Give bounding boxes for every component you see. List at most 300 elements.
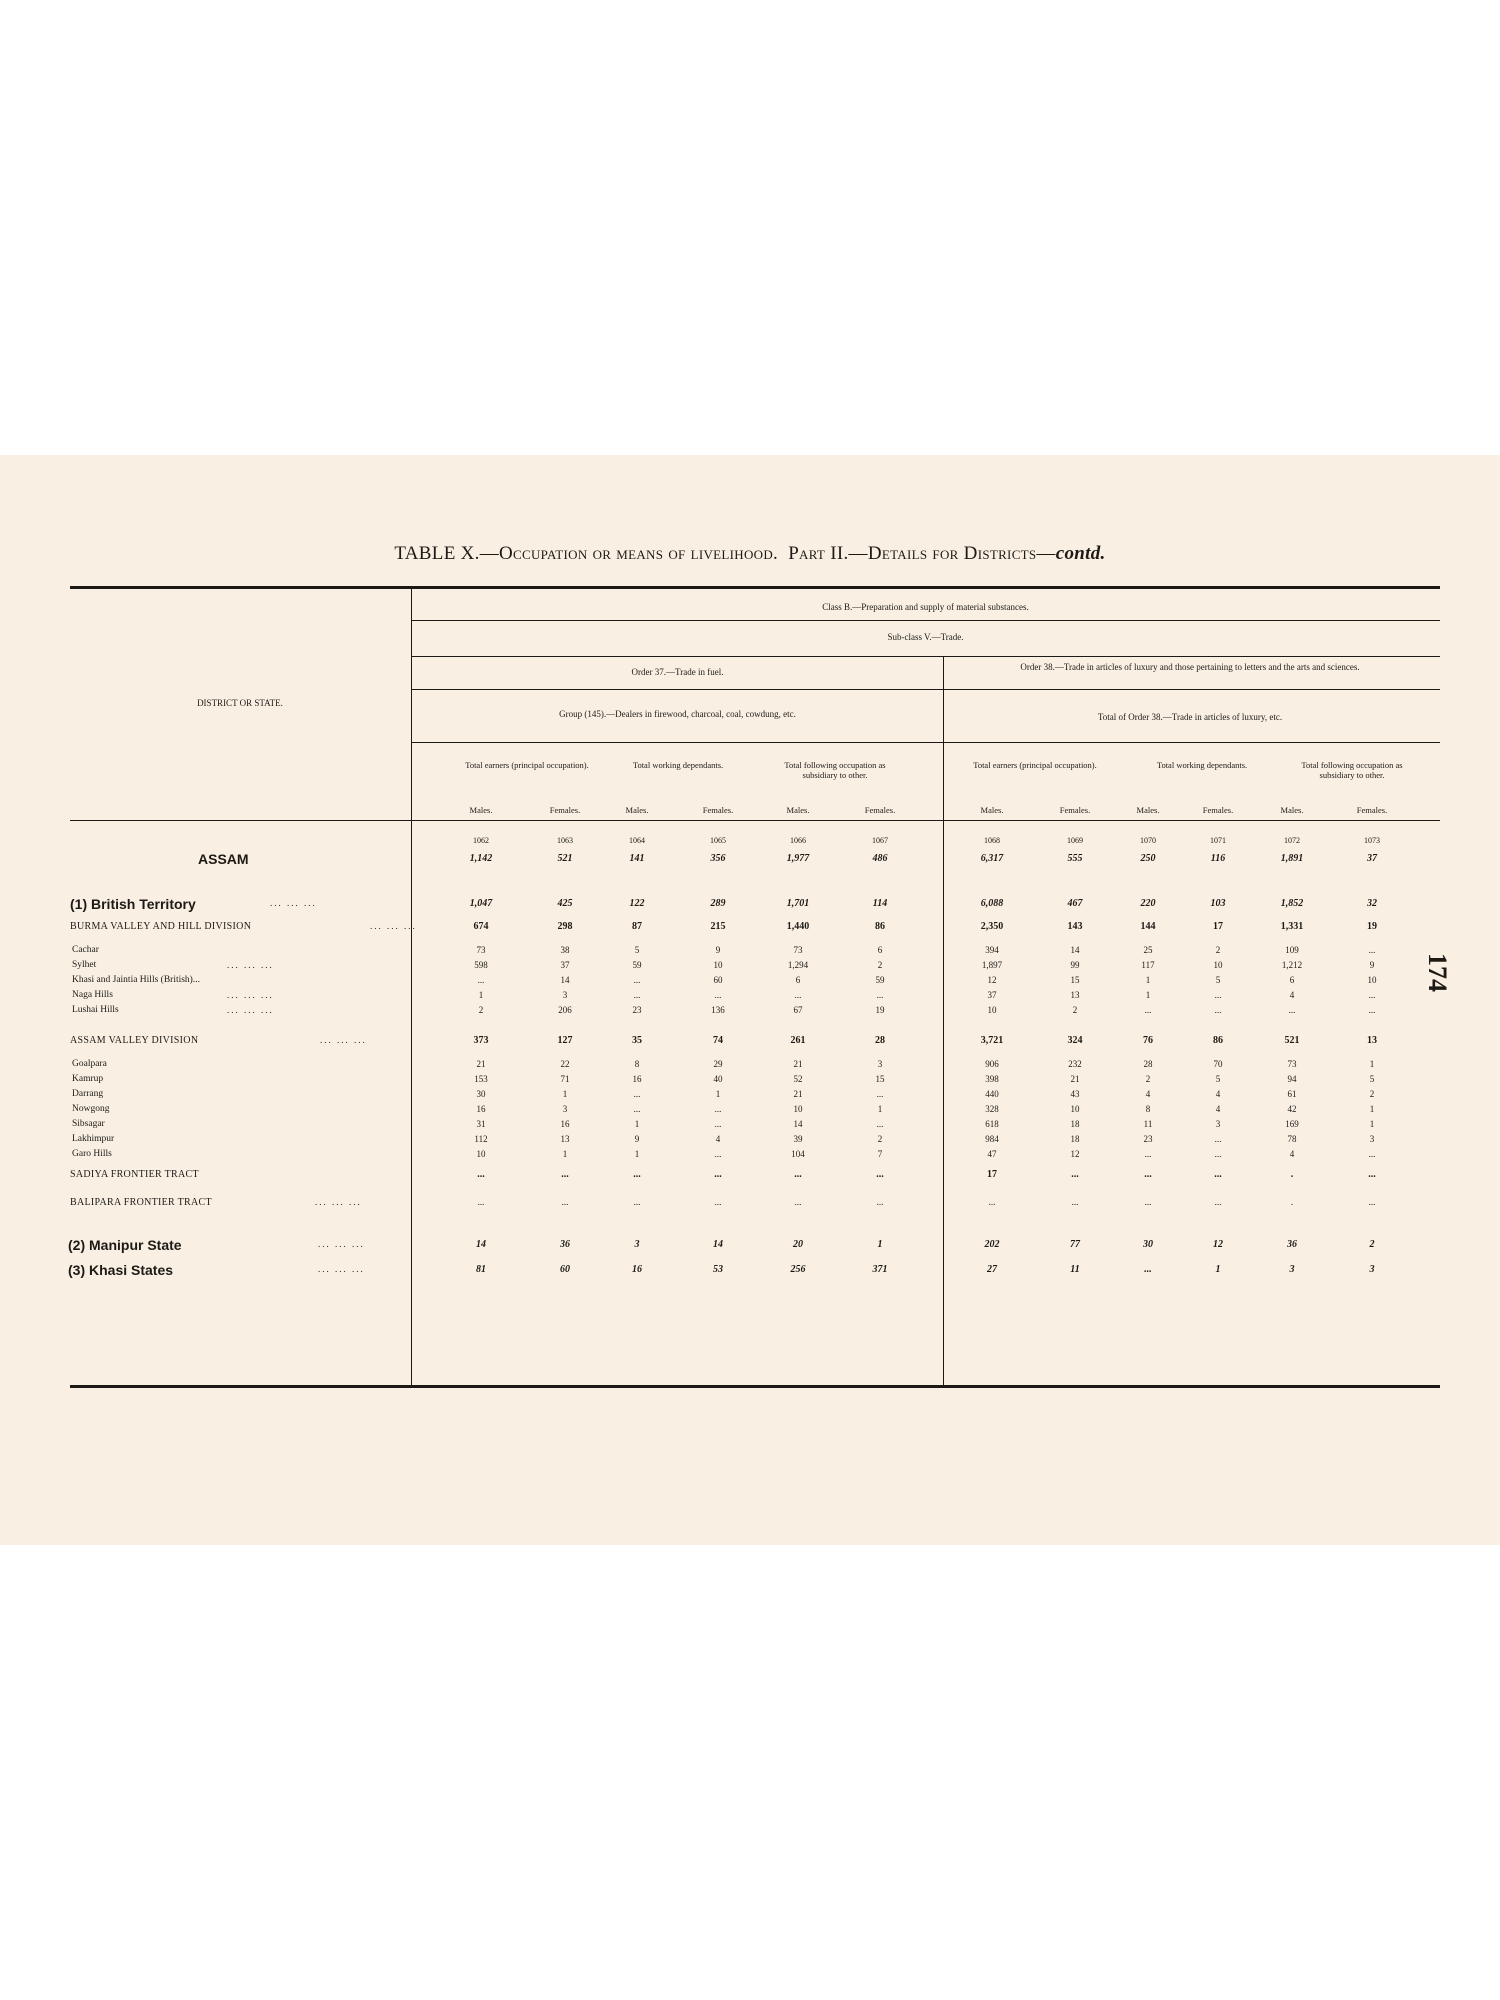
table-cell: 4 xyxy=(1145,1089,1151,1099)
row-label: Goalpara xyxy=(72,1059,107,1069)
table-cell: 1,891 xyxy=(1280,853,1304,864)
row-label: Lushai Hills xyxy=(72,1005,119,1015)
table-cell: 1 xyxy=(1369,1119,1375,1129)
table-cell: ... xyxy=(988,1197,996,1207)
table-cell: 32 xyxy=(1367,898,1377,909)
table-cell: 1 xyxy=(562,1149,568,1159)
table-cell: 10 xyxy=(1213,960,1223,970)
table-cell: 10 xyxy=(1367,975,1377,985)
column-number: 1062 xyxy=(473,836,489,845)
leader-dots: ... ... ... xyxy=(227,990,274,1000)
table-cell: ... xyxy=(561,1169,569,1180)
stub-divider xyxy=(411,589,412,1385)
table-cell: 4 xyxy=(715,1134,721,1144)
table-cell: 78 xyxy=(1287,1134,1297,1144)
table-cell: 31 xyxy=(476,1119,486,1129)
table-cell: ... xyxy=(714,1149,722,1159)
table-cell: 17 xyxy=(1213,921,1223,932)
table-cell: 19 xyxy=(875,1005,885,1015)
table-cell: 114 xyxy=(872,898,888,909)
row-label: BALIPARA FRONTIER TRACT xyxy=(70,1197,212,1208)
title-part: Part II.— xyxy=(788,543,868,564)
table-cell: 109 xyxy=(1285,945,1299,955)
table-cell: ... xyxy=(794,1197,802,1207)
row-label: Garo Hills xyxy=(72,1149,112,1159)
table-cell: ... xyxy=(1214,1197,1222,1207)
table-cell: ... xyxy=(1071,1197,1079,1207)
table-cell: 373 xyxy=(473,1035,489,1046)
table-cell: 25 xyxy=(1143,945,1153,955)
table-cell: ... xyxy=(633,1104,641,1114)
group-rule xyxy=(411,742,1440,743)
table-cell: 250 xyxy=(1140,853,1156,864)
row-label: Cachar xyxy=(72,945,99,955)
table-cell: 112 xyxy=(474,1134,488,1144)
females-header: Females. xyxy=(1356,805,1388,815)
order37-header: Order 37.—Trade in fuel. xyxy=(631,667,724,677)
table-cell: 1 xyxy=(877,1104,883,1114)
table-cell: 1 xyxy=(634,1119,640,1129)
table-cell: 81 xyxy=(476,1264,486,1275)
table-cell: 618 xyxy=(985,1119,999,1129)
table-cell: 67 xyxy=(793,1005,803,1015)
column-number: 1064 xyxy=(629,836,645,845)
table-cell: 1 xyxy=(1215,1264,1221,1275)
row-label: Naga Hills xyxy=(72,990,113,1000)
males-header: Males. xyxy=(625,805,649,815)
table-cell: 6,317 xyxy=(980,853,1004,864)
table-cell: ... xyxy=(1368,1005,1376,1015)
table-cell: 1 xyxy=(715,1089,721,1099)
table-cell: 47 xyxy=(987,1149,997,1159)
table-cell: 37 xyxy=(987,990,997,1000)
table-cell: 61 xyxy=(1287,1089,1297,1099)
table-cell: 1 xyxy=(562,1089,568,1099)
row-label: Khasi and Jaintia Hills (British)... xyxy=(72,975,200,985)
table-cell: 42 xyxy=(1287,1104,1297,1114)
column-number: 1066 xyxy=(790,836,806,845)
table-cell: 60 xyxy=(713,975,723,985)
table-cell: 12 xyxy=(1213,1239,1223,1250)
table-cell: 4 xyxy=(1289,1149,1295,1159)
table-cell: 60 xyxy=(560,1264,570,1275)
table-cell: 5 xyxy=(1369,1074,1375,1084)
table-cell: 3 xyxy=(562,1104,568,1114)
row-label: Lakhimpur xyxy=(72,1134,115,1144)
table-cell: ... xyxy=(477,975,485,985)
table-cell: 3 xyxy=(1215,1119,1221,1129)
table-cell: 74 xyxy=(713,1035,723,1046)
leader-dots: ... ... ... xyxy=(270,898,317,908)
table-cell: 144 xyxy=(1140,921,1156,932)
table-cell: ... xyxy=(1214,1134,1222,1144)
males-header: Males. xyxy=(980,805,1004,815)
table-cell: ... xyxy=(1144,1005,1152,1015)
column-number: 1069 xyxy=(1067,836,1083,845)
table-cell: ... xyxy=(1214,1149,1222,1159)
table-cell: 23 xyxy=(632,1005,642,1015)
row-label: (2) Manipur State xyxy=(68,1237,182,1253)
table-cell: ... xyxy=(561,1197,569,1207)
table-cell: 1,897 xyxy=(981,960,1003,970)
table-cell: 1,440 xyxy=(786,921,810,932)
table-cell: 169 xyxy=(1285,1119,1299,1129)
table-cell: 1 xyxy=(1369,1104,1375,1114)
table-cell: 21 xyxy=(476,1059,486,1069)
column-number: 1063 xyxy=(557,836,573,845)
table-cell: 27 xyxy=(987,1264,997,1275)
table-cell: 143 xyxy=(1067,921,1083,932)
table-cell: ... xyxy=(1144,1169,1152,1180)
row-label: (1) British Territory xyxy=(70,896,196,912)
table-cell: ... xyxy=(876,1119,884,1129)
table-cell: 2 xyxy=(877,1134,883,1144)
table-cell: 1,294 xyxy=(787,960,809,970)
table-cell: 40 xyxy=(713,1074,723,1084)
table-cell: 70 xyxy=(1213,1059,1223,1069)
table-cell: 1 xyxy=(1145,990,1151,1000)
table-cell: 73 xyxy=(476,945,486,955)
table-cell: 356 xyxy=(710,853,726,864)
table-cell: 13 xyxy=(560,1134,570,1144)
table-cell: 1 xyxy=(877,1239,883,1250)
table-cell: 13 xyxy=(1070,990,1080,1000)
table-cell: 1,047 xyxy=(469,898,493,909)
table-cell: . xyxy=(1290,1169,1294,1180)
table-cell: ... xyxy=(1368,945,1376,955)
group-header-6: Total following occupation as subsidiary to other. xyxy=(1301,760,1403,780)
table-cell: 3 xyxy=(1289,1264,1295,1275)
table-cell: 59 xyxy=(632,960,642,970)
class-header: Class B.—Preparation and supply of material substances. xyxy=(822,602,1029,612)
table-cell: 153 xyxy=(474,1074,488,1084)
table-cell: 71 xyxy=(560,1074,570,1084)
table-cell: 2 xyxy=(1215,945,1221,955)
table-cell: 1,331 xyxy=(1280,921,1304,932)
table-cell: 598 xyxy=(474,960,488,970)
table-cell: 6,088 xyxy=(980,898,1004,909)
table-cell: 6 xyxy=(795,975,801,985)
table-cell: 324 xyxy=(1067,1035,1083,1046)
table-cell: 73 xyxy=(793,945,803,955)
row-label: Nowgong xyxy=(72,1104,110,1114)
table-cell: 37 xyxy=(1367,853,1377,864)
table-cell: 19 xyxy=(1367,921,1377,932)
table-cell: 1,142 xyxy=(469,853,493,864)
table-cell: 2 xyxy=(1072,1005,1078,1015)
table-cell: 36 xyxy=(560,1239,570,1250)
table-cell: 10 xyxy=(987,1005,997,1015)
table-cell: 122 xyxy=(629,898,645,909)
table-cell: 984 xyxy=(985,1134,999,1144)
table-cell: 76 xyxy=(1143,1035,1153,1046)
females-header: Females. xyxy=(1202,805,1234,815)
table-cell: 2 xyxy=(1145,1074,1151,1084)
table-cell: 7 xyxy=(877,1149,883,1159)
table-cell: 136 xyxy=(711,1005,725,1015)
table-cell: 3 xyxy=(634,1239,640,1250)
leader-dots: ... ... ... xyxy=(227,1005,274,1015)
group-header-4: Total earners (principal occupation). xyxy=(973,760,1097,770)
column-number: 1070 xyxy=(1140,836,1156,845)
top-rule xyxy=(70,586,1440,589)
table-cell: 4 xyxy=(1289,990,1295,1000)
row-label: BURMA VALLEY AND HILL DIVISION xyxy=(70,921,252,932)
table-cell: ... xyxy=(633,975,641,985)
table-cell: 21 xyxy=(793,1059,803,1069)
table-cell: 77 xyxy=(1070,1239,1080,1250)
table-cell: 4 xyxy=(1215,1104,1221,1114)
group-header-3: Total following occupation as subsidiary to other. xyxy=(784,760,886,780)
subclass-header: Sub-class V.—Trade. xyxy=(887,632,964,642)
table-cell: 14 xyxy=(1070,945,1080,955)
table-cell: 30 xyxy=(1143,1239,1153,1250)
row-label: (3) Khasi States xyxy=(68,1262,174,1278)
table-cell: ... xyxy=(876,1169,884,1180)
table-cell: 4 xyxy=(1215,1089,1221,1099)
table-cell: 15 xyxy=(1070,975,1080,985)
table-cell: ... xyxy=(1214,1169,1222,1180)
table-cell: 16 xyxy=(632,1074,642,1084)
table-cell: 14 xyxy=(793,1119,803,1129)
table-cell: 37 xyxy=(560,960,570,970)
leader-dots: ... ... ... xyxy=(320,1035,367,1045)
table-cell: 9 xyxy=(1369,960,1375,970)
table-cell: 5 xyxy=(1215,1074,1221,1084)
table-cell: 9 xyxy=(715,945,721,955)
row-label: Kamrup xyxy=(72,1074,104,1084)
table-cell: 14 xyxy=(713,1239,723,1250)
table-cell: ... xyxy=(1368,1197,1376,1207)
table-cell: ... xyxy=(1288,1005,1296,1015)
table-cell: 521 xyxy=(557,853,573,864)
row-label: Sylhet xyxy=(72,960,97,970)
table-cell: 59 xyxy=(875,975,885,985)
colhead-rule xyxy=(70,820,1440,821)
table-cell: 43 xyxy=(1070,1089,1080,1099)
table-cell: 256 xyxy=(790,1264,806,1275)
table-cell: ... xyxy=(633,1197,641,1207)
table-cell: ... xyxy=(1368,1169,1376,1180)
title-main: Occupation or means of livelihood. xyxy=(499,543,779,564)
table-cell: 3 xyxy=(1369,1264,1375,1275)
females-header: Females. xyxy=(702,805,734,815)
table-cell: 2 xyxy=(877,960,883,970)
table-cell: 16 xyxy=(560,1119,570,1129)
table-cell: 3 xyxy=(562,990,568,1000)
table-cell: 467 xyxy=(1067,898,1083,909)
table-cell: 6 xyxy=(1289,975,1295,985)
table-cell: 398 xyxy=(985,1074,999,1084)
table-cell: 13 xyxy=(1367,1035,1377,1046)
subclass-rule xyxy=(411,656,1440,657)
leader-dots: ... ... ... xyxy=(370,921,417,931)
table-cell: 298 xyxy=(557,921,573,932)
table-cell: 15 xyxy=(875,1074,885,1084)
table-cell: 9 xyxy=(634,1134,640,1144)
table-cell: 1,701 xyxy=(786,898,810,909)
table-cell: 29 xyxy=(713,1059,723,1069)
males-header: Males. xyxy=(469,805,493,815)
table-cell: 16 xyxy=(632,1264,642,1275)
table-cell: 261 xyxy=(790,1035,806,1046)
table-cell: 86 xyxy=(1213,1035,1223,1046)
males-header: Males. xyxy=(1280,805,1304,815)
stub-header: DISTRICT OR STATE. xyxy=(197,698,283,708)
table-cell: 10 xyxy=(1070,1104,1080,1114)
table-cell: 371 xyxy=(872,1264,888,1275)
table-cell: 14 xyxy=(476,1239,486,1250)
table-cell: 18 xyxy=(1070,1134,1080,1144)
table-cell: 215 xyxy=(710,921,726,932)
table-cell: 5 xyxy=(634,945,640,955)
table-cell: 86 xyxy=(875,921,885,932)
table-cell: 127 xyxy=(557,1035,573,1046)
table-cell: 3,721 xyxy=(980,1035,1004,1046)
table-cell: 94 xyxy=(1287,1074,1297,1084)
table-cell: 8 xyxy=(1145,1104,1151,1114)
table-cell: 1 xyxy=(1145,975,1151,985)
group-header-1: Total earners (principal occupation). xyxy=(465,760,589,770)
order-rule xyxy=(411,689,1440,690)
table-cell: 73 xyxy=(1287,1059,1297,1069)
table-cell: 99 xyxy=(1070,960,1080,970)
table-cell: 20 xyxy=(793,1239,803,1250)
row-label: ASSAM VALLEY DIVISION xyxy=(70,1035,199,1046)
row-label: Sibsagar xyxy=(72,1119,105,1129)
table-cell: 103 xyxy=(1210,898,1226,909)
row-label: SADIYA FRONTIER TRACT xyxy=(70,1169,199,1180)
table-cell: 425 xyxy=(557,898,573,909)
page-number: 174 xyxy=(1423,953,1452,992)
table-cell: 21 xyxy=(1070,1074,1080,1084)
table-cell: 1,852 xyxy=(1280,898,1304,909)
column-number: 1065 xyxy=(710,836,726,845)
column-number: 1072 xyxy=(1284,836,1300,845)
table-cell: ... xyxy=(876,1089,884,1099)
leader-dots: ... ... ... xyxy=(315,1197,362,1207)
table-cell: ... xyxy=(876,1197,884,1207)
table-cell: 16 xyxy=(476,1104,486,1114)
table-cell: 18 xyxy=(1070,1119,1080,1129)
table-cell: 440 xyxy=(985,1089,999,1099)
table-cell: 23 xyxy=(1143,1134,1153,1144)
order38-header: Order 38.—Trade in articles of luxury and those pertaining to letters and the arts and sciences. xyxy=(1020,662,1360,672)
title-contd: contd. xyxy=(1055,543,1106,564)
table-cell: 11 xyxy=(1070,1264,1080,1275)
table-cell: ... xyxy=(714,990,722,1000)
table-cell: ... xyxy=(633,990,641,1000)
title-details: Details for Districts— xyxy=(867,543,1056,564)
table-title xyxy=(0,543,1500,565)
table-cell: ... xyxy=(1144,1149,1152,1159)
table-cell: 486 xyxy=(872,853,888,864)
table-cell: 1 xyxy=(1369,1059,1375,1069)
table-cell: 2 xyxy=(1369,1239,1375,1250)
table-cell: 5 xyxy=(1215,975,1221,985)
table-cell: 674 xyxy=(473,921,489,932)
order-divider xyxy=(943,657,944,1385)
table-cell: 35 xyxy=(632,1035,642,1046)
females-header: Females. xyxy=(864,805,896,815)
table-cell: ... xyxy=(1144,1197,1152,1207)
table-cell: 3 xyxy=(877,1059,883,1069)
table-cell: ... xyxy=(477,1197,485,1207)
table-cell: 39 xyxy=(793,1134,803,1144)
table-cell: 2 xyxy=(1369,1089,1375,1099)
table-cell: ... xyxy=(1071,1169,1079,1180)
table-cell: 2,350 xyxy=(980,921,1004,932)
table-cell: 104 xyxy=(791,1149,805,1159)
table-cell: ... xyxy=(1144,1264,1152,1275)
table-cell: 206 xyxy=(558,1005,572,1015)
table-cell: 394 xyxy=(985,945,999,955)
column-number: 1068 xyxy=(984,836,1000,845)
table-cell: 12 xyxy=(1070,1149,1080,1159)
table-cell: 28 xyxy=(875,1035,885,1046)
table-cell: 1,212 xyxy=(1281,960,1303,970)
table-cell: 116 xyxy=(1210,853,1226,864)
class-rule xyxy=(411,620,1440,621)
table-cell: ... xyxy=(1368,1149,1376,1159)
table-cell: 1 xyxy=(478,990,484,1000)
table-cell: 22 xyxy=(560,1059,570,1069)
table-cell: 28 xyxy=(1143,1059,1153,1069)
leader-dots: ... ... ... xyxy=(318,1239,365,1249)
column-number: 1067 xyxy=(872,836,888,845)
table-cell: 12 xyxy=(987,975,997,985)
table-cell: 1 xyxy=(634,1149,640,1159)
males-header: Males. xyxy=(786,805,810,815)
table-cell: 87 xyxy=(632,921,642,932)
table-cell: 53 xyxy=(713,1264,723,1275)
table-cell: . xyxy=(1290,1197,1294,1207)
table-cell: ... xyxy=(794,990,802,1000)
table-cell: 117 xyxy=(1141,960,1155,970)
table-cell: ... xyxy=(1214,1005,1222,1015)
table-cell: ... xyxy=(714,1119,722,1129)
table-cell: 10 xyxy=(713,960,723,970)
leader-dots: ... ... ... xyxy=(227,960,274,970)
table-cell: ... xyxy=(1214,990,1222,1000)
title-prefix: TABLE X.— xyxy=(394,543,500,564)
table-cell: ... xyxy=(714,1197,722,1207)
table-cell: 6 xyxy=(877,945,883,955)
table-cell: 232 xyxy=(1068,1059,1082,1069)
table-cell: 220 xyxy=(1140,898,1156,909)
table-cell: 11 xyxy=(1143,1119,1153,1129)
table-cell: 38 xyxy=(560,945,570,955)
group-header-5: Total working dependants. xyxy=(1156,760,1248,770)
scanned-page xyxy=(0,455,1500,1545)
table-cell: ... xyxy=(714,1104,722,1114)
males-header: Males. xyxy=(1136,805,1160,815)
table-cell: 2 xyxy=(478,1005,484,1015)
table-cell: 10 xyxy=(476,1149,486,1159)
table-cell: 17 xyxy=(987,1169,997,1180)
females-header: Females. xyxy=(549,805,581,815)
table-cell: 906 xyxy=(985,1059,999,1069)
table-cell: 10 xyxy=(793,1104,803,1114)
leader-dots: ... ... ... xyxy=(318,1264,365,1274)
table-cell: 141 xyxy=(629,853,645,864)
table-cell: 52 xyxy=(793,1074,803,1084)
table-cell: ... xyxy=(1368,990,1376,1000)
column-number: 1073 xyxy=(1364,836,1380,845)
table-cell: ... xyxy=(633,1089,641,1099)
table-cell: ... xyxy=(633,1169,641,1180)
table-cell: 521 xyxy=(1284,1035,1300,1046)
